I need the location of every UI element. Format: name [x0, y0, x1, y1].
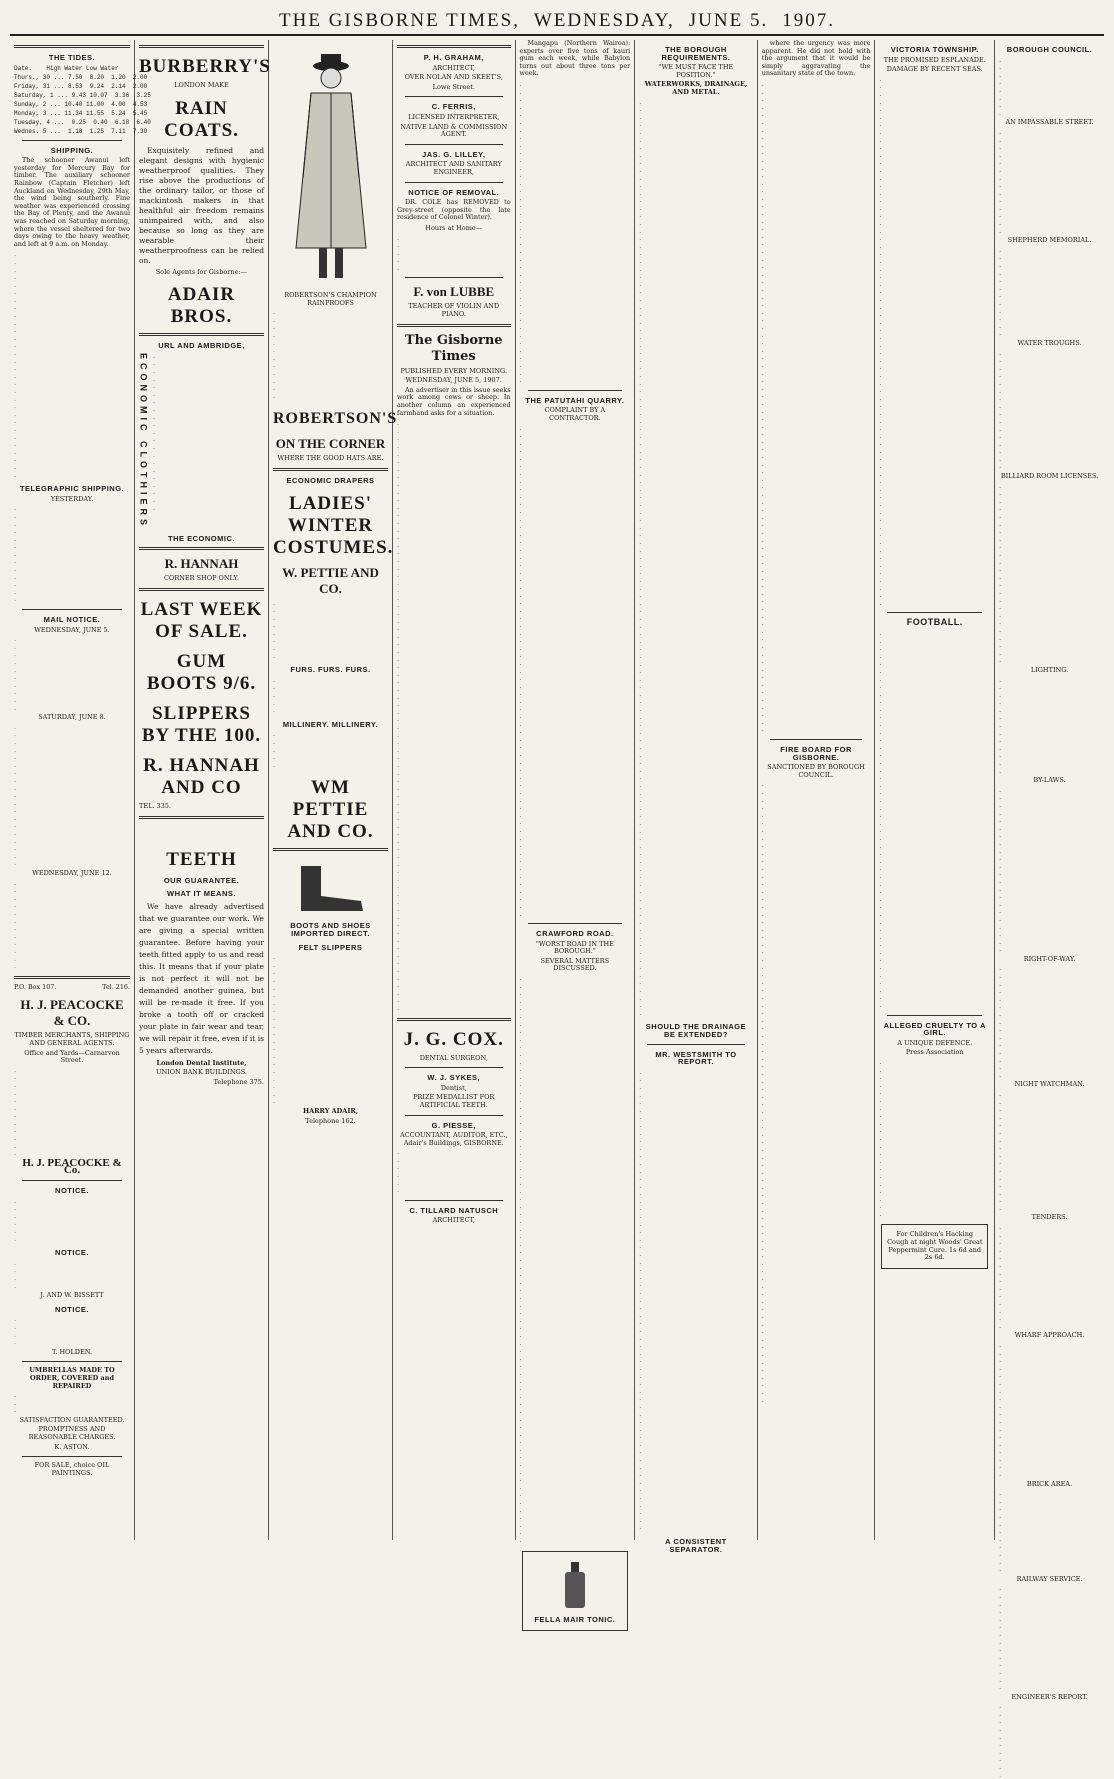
pettie-heading: W. PETTIE AND CO.	[282, 564, 379, 596]
notice-heading: NOTICE.	[55, 1304, 89, 1314]
peacocke-name: H. J. PEACOCKE & CO.	[20, 997, 124, 1029]
telegraphic-heading: TELEGRAPHIC SHIPPING.	[19, 484, 125, 494]
fire-heading: FIRE BOARD FOR GISBORNE.	[780, 745, 852, 762]
council-item: TENDERS.	[1031, 1213, 1068, 1222]
graham-name: P. H. GRAHAM,	[423, 53, 484, 62]
cruelty-sub: A UNIQUE DEFENCE.	[897, 1038, 973, 1047]
tonic-advert	[522, 1551, 629, 1632]
article-text: Mangapu (Northern Wairoa): experts over five tons of kauri gum each week, while Babylon turns out about three tons per week.	[519, 39, 631, 78]
tonic-heading: FELLA MAIR TONIC.	[534, 1614, 616, 1624]
council-item: BILLIARD ROOM LICENSES.	[1000, 472, 1099, 481]
tel-number: Tel. 216.	[102, 982, 130, 991]
mail-sub: WEDNESDAY, JUNE 12.	[32, 869, 112, 878]
westsmith-heading: MR. WESTSMITH TO REPORT.	[655, 1049, 737, 1067]
lilley-name: JAS. G. LILLEY,	[422, 149, 486, 159]
masthead-title: THE GISBORNE TIMES,	[279, 10, 520, 31]
column-9: BOROUGH COUNCIL. . . . . . . . . AN IMPASSABLE STREET. . . . . . . . . . . . . . . SHEPHERD MEMORIAL. . . . . . . . . . . . . WATER TROUGHS. . . . . . . . . . . . . . . . . BILLIARD ROOM LICENSES. . . . . . . . . . . . . . . . . . . . . . . . . LIGHTING. . . . . . . . . . . . . . BY-LAWS. . . . . . . . . . . . . . . . . . . . . . . RIGHT-OF-WAY. . . . . . . . . . . . . . . . NIGHT WATCHMAN. . . . . . . . . . . . . . . . . TENDERS. . . . . . . . . . . . . . . WHARF APPROACH. . . . . . . . . . . . . . . . . . . BRICK AREA. . . . . . . . . . . . RAILWAY SERVICE. . . . . . . . . . . . . . . ENGINEER'S REPORT. . . . . . . . . . .	[999, 45, 1099, 1779]
last-week-heading: LAST WEEK OF SALE.	[140, 598, 263, 642]
column-2: BURBERRY'S LONDON MAKE RAIN COATS. Exquisitely refined and elegant designs with hygienic weatherproof qualities. They rise above the productions of the ordinary tailor, or those of mackintosh makers in that healthful air freedom remains unimpaired with, and also because so long as they are wearable their weatherproofness can be relied on. Sole Agents for Gisborne:— ADAIR BROS. URL AND AMBRIDGE, ECONOMIC CLOTHIERS . . . . . . . . . . . . . . . . . . . . . THE ECONOMIC. R. HANNAH CORNER SHOP ONLY. LAST WEEK OF SALE. GUM BOOTS 9/6. SLIPPERS BY THE 100. R. HANNAH AND CO TEL. 335. TEETH OUR GUARANTEE. WHAT IT MEANS. We have already advertised that we guarantee our work. We are giving a special written guarantee. Before having your teeth fitted apply to us and read this. It means that if your plate is not perfect it will not be demanded another guinea, but will be re-made it free. If you broke a tooth off or cracked your plate in fair wear and tear, we will repair it free, even if it is 5 years afterwards. London Dental Institute, UNION BANK BUILDINGS. Telephone 375.	[135, 40, 269, 1540]
football-heading: FOOTBALL.	[906, 617, 963, 628]
council-item: ENGINEER'S REPORT.	[1011, 1692, 1088, 1701]
sykes-name: W. J. SYKES,	[427, 1073, 481, 1083]
column-1: THE TIDES. Date. High Water Low Water Thurs., 30 ... 7.50 8.20 1.20 2.00 Friday, 31 ... 8.53 9.24 2.14 2.00 Saturday, 1 ... 9.43 10.07 3.36 3.25 Sunday, 2 ... 10.40 11.00 4.00 4.53 Monday, 3 ... 11.34 11.55 5.24 5.45 Tuesday, 4 ... 0.25 0.40 6.18 6.40 Wednes. 5 ... 1.18 1.25 7.11 7.30 SHIPPING. The schooner Awanui left yesterday for Mercury Bay for timber. The auxiliary schooner Rainbow (Captain Fletcher) left Auckland on Wednesday, 29th May, the wind being southerly. Fine weather was experienced crossing the Bay of Plenty, and the Awanui was reached on Saturday morning, where the vessel sheltered for two days owing to the heavy weather, and left at 9 a.m. on Monday. . . . . . . . . . . . . . . . . . . . . . . . . . . . . . . TELEGRAPHIC SHIPPING. YESTERDAY. . . . . . . . . . . . . . MAIL NOTICE. WEDNESDAY, JUNE 5. . . . . . . . . . . SATURDAY, JUNE 8. . . . . . . . . . . . . . . . . . . . WEDNESDAY, JUNE 12. . . . . . . . . . . . . P.O. Box 107. Tel. 216. H. J. PEACOCKE & CO. TIMBER MERCHANTS, SHIPPING AND GENERAL AGENTS. Office and Yards—Carnarvon Street. . . . . . . . . . . . . H. J. PEACOCKE & Co. NOTICE. . . . . . . NOTICE. . . . . J. AND W. BISSETT NOTICE. . . . . T. HOLDEN. UMBRELLAS MADE TO ORDER, COVERED and REPAIRED . . . SATISFACTION GUARANTEED. PROMPTNESS AND REASONABLE CHARGES. K. ASTON. FOR SALE, choice OIL PAINTINGS.	[10, 40, 135, 1540]
drainage-heading: SHOULD THE DRAINAGE BE EXTENDED?	[645, 1022, 747, 1039]
url-ambridge-heading: URL AND AMBRIDGE,	[158, 341, 245, 351]
wm-pettie-heading: WM PETTIE AND CO.	[287, 777, 374, 843]
council-item: SHEPHERD MEMORIAL.	[1007, 236, 1092, 245]
oil-paintings-ad: FOR SALE, choice OIL PAINTINGS.	[34, 1461, 110, 1477]
piesse-sub: ACCOUNTANT, AUDITOR, ETC., Adair's Buildings, GISBORNE.	[399, 1131, 508, 1147]
peacocke-office: Office and Yards—Carnarvon Street.	[24, 1048, 120, 1065]
lilley-title: ARCHITECT AND SANITARY ENGINEER,	[405, 160, 502, 176]
council-heading: BOROUGH COUNCIL.	[1006, 45, 1093, 54]
tides-row: Friday, 31 ... 8.53 9.24 2.14 2.00	[14, 82, 148, 90]
agents-line: Sole Agents for Gisborne:—	[155, 267, 248, 276]
removal-text: DR. COLE has REMOVED to Grey-street (opposite the late residence of Colonel Winter).	[397, 198, 511, 222]
piesse-name: G. PIESSE,	[431, 1120, 476, 1130]
bissett-signature: J. AND W. BISSETT	[40, 1291, 104, 1300]
masthead-day: WEDNESDAY,	[533, 10, 675, 31]
peacocke-brand: H. J. PEACOCKE & Co.	[22, 1156, 122, 1177]
economic-clothiers-vertical: ECONOMIC CLOTHIERS	[138, 352, 149, 529]
masthead-year: 1907.	[782, 10, 835, 31]
satisfaction-line: SATISFACTION GUARANTEED.	[19, 1415, 125, 1424]
masthead	[10, 8, 1104, 36]
mail-sub: SATURDAY, JUNE 8.	[38, 713, 106, 722]
leader-text: An advertiser in this issue seeks work among cows or sheep. In another column an experienced farmhand asks for a situation.	[397, 385, 511, 417]
gum-boots-heading: GUM BOOTS 9/6.	[146, 650, 257, 694]
sykes-prize: PRIZE MEDALLIST FOR ARTIFICIAL TEETH.	[413, 1093, 495, 1109]
guarantee-heading: OUR GUARANTEE.	[163, 875, 240, 885]
tides-heading: THE TIDES.	[48, 53, 96, 62]
raincoats-heading: RAIN COATS.	[164, 97, 239, 141]
hannah-sub: CORNER SHOP ONLY.	[164, 574, 239, 583]
crawford-sub2: SEVERAL MATTERS DISCUSSED.	[540, 956, 610, 973]
london-dental: London Dental Institute,	[156, 1058, 247, 1067]
economic-heading: THE ECONOMIC.	[168, 533, 235, 543]
fire-sub: SANCTIONED BY BOROUGH COUNCIL.	[767, 763, 865, 779]
column-6: THE BOROUGH REQUIREMENTS. "WE MUST FACE THE POSITION." WATERWORKS, DRAINAGE, AND METAL. . . . . . . . . . . . . . . . . . . . . . . . . . . . . . . . . . . . . . . . . . . . . . . . . . . . . . . . . . . . . . . . . . . . . . . . . . . . . . . . . . . . . . . . . . . . . . . . . . . . . . . . . . . . . . . . . . . . . . . . . . SHOULD THE DRAINAGE BE EXTENDED? MR. WESTSMITH TO REPORT. . . . . . . . . . . . . . . . . . . . . . . . . . . . . . . . . . . . . . . . . . . . . . . . . . . . . . . . . . . . . . A CONSISTENT SEPARATOR.	[635, 40, 758, 1540]
slippers-heading: SLIPPERS BY THE 100.	[141, 702, 262, 746]
lubbe-name: F. von LUBBE	[413, 284, 495, 300]
raincoats-text: Exquisitely refined and elegant designs with hygienic weatherproof qualities. They rise above the productions of the ordinary tailor, or those of mackintosh makers in that healthful air freedom remains unimpaired with, and also because so long as they are wearable their weatherproofness can be relied on.	[139, 145, 264, 265]
water-sub: WATERWORKS, DRAINAGE, AND METAL.	[644, 80, 748, 96]
promptness-line: PROMPTNESS AND REASONABLE CHARGES.	[28, 1425, 116, 1442]
aston-signature: K. ASTON.	[54, 1442, 90, 1451]
crawford-heading: CRAWFORD ROAD.	[536, 929, 614, 939]
good-hats: WHERE THE GOOD HATS ARE.	[277, 454, 384, 463]
column-7: where the urgency was more apparent. He did not hold with the argument that it would be simply aggravating the unsanitary state of the town. . . . . . . . . . . . . . . . . . . . . . . . . . . . . . . . . . . . . . . . . . . . . . . . . . . . . . . . . . . . . . . . . . . . . . . . . . . . . . . . . . . . . . . FIRE BOARD FOR GISBORNE. SANCTIONED BY BOROUGH COUNCIL. . . . . . . . . . . . . . . . . . . . . . . . . . . . . . . . . . . . . . . . . . . . . . . . . . . . . . . . . . . . . . . . . . . . . . . . . . . . . . . . . . .	[758, 40, 876, 1540]
ladies-heading: LADIES' WINTER COSTUMES.	[273, 492, 394, 558]
telephone: Telephone 162.	[305, 1116, 356, 1125]
article-text: where the urgency was more apparent. He did not hold with the argument that it would be simply aggravating the unsanitary state of the town.	[761, 39, 871, 78]
tides-row: Wednes. 5 ... 1.18 1.25 7.11 7.30	[14, 127, 148, 135]
shipping-text: The schooner Awanui left yesterday for Mercury Bay for timber. The auxiliary schooner Rainbow (Captain Fletcher) left Auckland on Wednesday, 29th May, the wind being southerly. Fine weather was experienced crossing the Bay of Plenty, and the Awanui was reached on Saturday morning, where the vessel sheltered for two days owing to the heavy weather, and left at 9 a.m. on Monday.	[14, 156, 130, 248]
tides-header: Date. High Water Low Water	[14, 64, 119, 72]
patutahi-sub: COMPLAINT BY A CONTRACTOR.	[544, 406, 606, 422]
sykes-sub: Dentist,	[440, 1083, 467, 1092]
tides-row: Monday, 3 ... 11.34 11.55 5.24 5.45	[14, 109, 148, 117]
hannah-heading: R. HANNAH	[164, 556, 239, 572]
felt-heading: FELT SLIPPERS	[298, 942, 363, 952]
burberry-heading: BURBERRY'S	[139, 56, 271, 77]
telegraphic-sub: YESTERDAY.	[50, 494, 94, 503]
adair-heading: ADAIR BROS.	[167, 284, 236, 328]
graham-street: Lowe Street.	[432, 82, 475, 91]
tillard-name: C. TILLARD NATUSCH	[409, 1205, 499, 1215]
millinery-heading: MILLINERY. MILLINERY.	[282, 719, 379, 729]
borough-quote: "WE MUST FACE THE POSITION."	[658, 63, 734, 79]
council-item: BY-LAWS.	[1033, 776, 1066, 785]
robertsons-heading: ROBERTSON'S	[273, 410, 398, 428]
bottle-icon	[560, 1560, 590, 1610]
crawford-sub: "WORST ROAD IN THE BOROUGH."	[535, 939, 614, 956]
hours-line: Hours at Home—	[425, 223, 483, 232]
removal-heading: NOTICE OF REMOVAL.	[408, 187, 500, 197]
esplanade-sub: THE PROMISED ESPLANADE.	[883, 55, 986, 64]
published-line: PUBLISHED EVERY MORNING.	[400, 366, 508, 375]
tides-row: Sunday, 2 ... 10.40 11.00 4.00 4.53	[14, 100, 148, 108]
patutahi-heading: THE PATUTAHI QUARRY.	[525, 395, 625, 405]
cough-advert	[881, 1224, 988, 1268]
ferris-title: LICENSED INTERPRETER,	[408, 112, 500, 121]
council-item: LIGHTING.	[1030, 665, 1069, 674]
native-land: NATIVE LAND & COMMISSION AGENT.	[400, 122, 508, 139]
furs-heading: FURS. FURS. FURS.	[290, 665, 371, 675]
holden-signature: T. HOLDEN.	[51, 1347, 93, 1356]
teeth-text: We have already advertised that we guarantee our work. We are giving a special written guarantee. Before having your teeth fitted apply to us and read this. It means that if your plate is not perfect it will not be demanded another guinea, but will be re-made it free. If you broke a tooth off or cracked your plate in fair wear and tear, we will repair it free, even if it is 5 years afterwards.	[139, 901, 264, 1055]
council-item: WATER TROUGHS.	[1017, 338, 1082, 347]
burberry-sub: LONDON MAKE	[174, 81, 229, 89]
column-4: P. H. GRAHAM, ARCHITECT, OVER NOLAN AND SKEET'S, Lowe Street. C. FERRIS, LICENSED INTERPRETER, NATIVE LAND & COMMISSION AGENT. JAS. G. LILLEY, ARCHITECT AND SANITARY ENGINEER, NOTICE OF REMOVAL. DR. COLE has REMOVED to Grey-street (opposite the late residence of Colonel Winter). Hours at Home— . . . . . F. von LUBBE TEACHER OF VIOLIN AND PIANO. The Gisborne Times PUBLISHED EVERY MORNING. WEDNESDAY, JUNE 5, 1907. An advertiser in this issue seeks work among cows or sheep. In another column an experienced farmhand asks for a situation. . . . . . . . . . . . . . . . . . . . . . . . . . . . . . . . . . . . . . . . . . . . . . . . . . . . . . . . . . . . . . . . . . . . . . . . . . . . . . . J. G. COX. DENTAL SURGEON, W. J. SYKES, Dentist, PRIZE MEDALLIST FOR ARTIFICIAL TEETH. G. PIESSE, ACCOUNTANT, AUDITOR, ETC., Adair's Buildings, GISBORNE. . . . . . . C. TILLARD NATUSCH ARCHITECT,	[393, 40, 516, 1540]
robertsons-caption: ROBERTSON'S CHAMPION RAINPROOFS	[284, 291, 377, 307]
victoria-heading: VICTORIA TOWNSHIP.	[890, 45, 979, 54]
column-5: Mangapu (Northern Wairoa): experts over five tons of kauri gum each week, while Babylon turns out about three tons per week. . . . . . . . . . . . . . . . . . . . . . . . . . . . . . . . . . . . . . . . . THE PATUTAHI QUARRY. COMPLAINT BY A CONTRACTOR. . . . . . . . . . . . . . . . . . . . . . . . . . . . . . . . . . . . . . . . . . . . . . . . . . . . . . . . . . . . . . . . . . CRAWFORD ROAD. "WORST ROAD IN THE BOROUGH." SEVERAL MATTERS DISCUSSED. . . . . . . . . . . . . . . . . . . . . . . . . . . . . . . . . . . . . . . . . . . . . . . . . . . . . . . . . . . . . . . . . . . . . . . . . . . . FELLA MAIR TONIC.	[516, 40, 636, 1540]
masthead-date: JUNE 5.	[688, 10, 769, 31]
umbrellas-ad: UMBRELLAS MADE TO ORDER, COVERED and REPAIRED	[29, 1366, 115, 1390]
what-it-means-heading: WHAT IT MEANS.	[167, 889, 236, 899]
council-item: WHARF APPROACH.	[1014, 1331, 1085, 1340]
council-item: RAILWAY SERVICE.	[1016, 1574, 1083, 1583]
notice-heading: NOTICE.	[55, 1248, 89, 1258]
press-line: Press Association	[905, 1048, 964, 1057]
borough-heading: THE BOROUGH REQUIREMENTS.	[661, 45, 731, 62]
council-item: AN IMPASSABLE STREET.	[1005, 118, 1094, 127]
union-bank: UNION BANK BUILDINGS.	[156, 1068, 247, 1077]
council-item: RIGHT-OF-WAY.	[1023, 954, 1076, 963]
tillard-sub: ARCHITECT,	[432, 1216, 475, 1225]
harry-adair: HARRY ADAIR,	[302, 1107, 359, 1116]
paper-nameplate: The Gisborne Times	[404, 332, 503, 364]
text-filler: . . . . . . . . . . . . . . . . . . . . . . . . . . . . . .	[14, 250, 17, 479]
ferris-name: C. FERRIS,	[431, 102, 476, 112]
lubbe-sub: TEACHER OF VIOLIN AND PIANO.	[408, 302, 500, 319]
column-8: VICTORIA TOWNSHIP. THE PROMISED ESPLANADE. DAMAGE BY RECENT SEAS. . . . . . . . . . . . . . . . . . . . . . . . . . . . . . . . . . . . . . . . . . . . . . . . . . . . . . . . . . . . . . . . . . . . . . . FOOTBALL. . . . . . . . . . . . . . . . . . . . . . . . . . . . . . . . . . . . . . . . . . . . . . . . . . . ALLEGED CRUELTY TO A GIRL. A UNIQUE DEFENCE. Press Association . . . . . . . . . . . . . . . . . . . . . For Children's Hacking Cough at night Woods' Great Peppermint Cure. 1s 6d and 2s 6d.	[875, 40, 995, 1540]
columns	[10, 39, 1104, 1779]
separator-heading: A CONSISTENT SEPARATOR.	[665, 1537, 727, 1554]
tides-row: Tuesday, 4 ... 0.25 0.40 6.18 6.40	[14, 118, 151, 126]
tides-row: Saturday, 1 ... 9.43 10.07 3.36 3.25	[14, 91, 151, 99]
council-item: BRICK AREA.	[1026, 1479, 1073, 1488]
shipping-heading: SHIPPING.	[50, 145, 94, 155]
tides-row: Thurs., 30 ... 7.50 8.20 1.20 2.00	[14, 73, 148, 81]
boot-illustration	[281, 856, 381, 916]
council-item: NIGHT WATCHMAN.	[1014, 1080, 1085, 1089]
peacocke-line: TIMBER MERCHANTS, SHIPPING AND GENERAL AGENTS.	[14, 1031, 130, 1047]
mail-sub: WEDNESDAY, JUNE 5.	[34, 625, 110, 634]
mail-heading: MAIL NOTICE.	[43, 615, 101, 625]
raincoat-man-illustration	[281, 48, 381, 288]
boots-heading: BOOTS AND SHOES IMPORTED DIRECT.	[290, 921, 371, 938]
hannah-co-heading: R. HANNAH AND CO	[143, 754, 260, 798]
notice-heading: NOTICE.	[55, 1186, 89, 1196]
cruelty-heading: ALLEGED CRUELTY TO A GIRL.	[883, 1020, 986, 1038]
po-box: P.O. Box 107.	[14, 982, 57, 991]
cox-sub: DENTAL SURGEON,	[419, 1053, 488, 1062]
teeth-heading: TEETH	[166, 848, 237, 870]
column-3: ROBERTSON'S CHAMPION RAINPROOFS . . . . . . . . . . . . ROBERTSON'S ON THE CORNER WHERE THE GOOD HATS ARE. ECONOMIC DRAPERS LADIES' WINTER COSTUMES. W. PETTIE AND CO. . . . . . . . . FURS. FURS. FURS. . . . . . MILLINERY. MILLINERY. . . . . . WM PETTIE AND CO. BOOTS AND SHOES IMPORTED DIRECT. FELT SLIPPERS . . . . . . . . . . . . . . . . . . . . HARRY ADAIR, Telephone 162.	[269, 40, 393, 1540]
damage-sub: DAMAGE BY RECENT SEAS.	[886, 65, 983, 74]
tel-line: TEL. 335.	[139, 801, 172, 810]
telephone: Telephone 375.	[213, 1077, 264, 1086]
graham-addr: OVER NOLAN AND SKEET'S,	[404, 73, 503, 82]
on-the-corner: ON THE CORNER	[275, 436, 386, 452]
cough-advert-text: For Children's Hacking Cough at night Woods' Great Peppermint Cure. 1s 6d and 2s 6d.	[887, 1230, 983, 1262]
graham-architect: ARCHITECT,	[432, 63, 475, 72]
economic-drapers: ECONOMIC DRAPERS	[286, 475, 375, 485]
dateline: WEDNESDAY, JUNE 5, 1907.	[405, 376, 502, 385]
cox-heading: J. G. COX.	[403, 1028, 504, 1050]
